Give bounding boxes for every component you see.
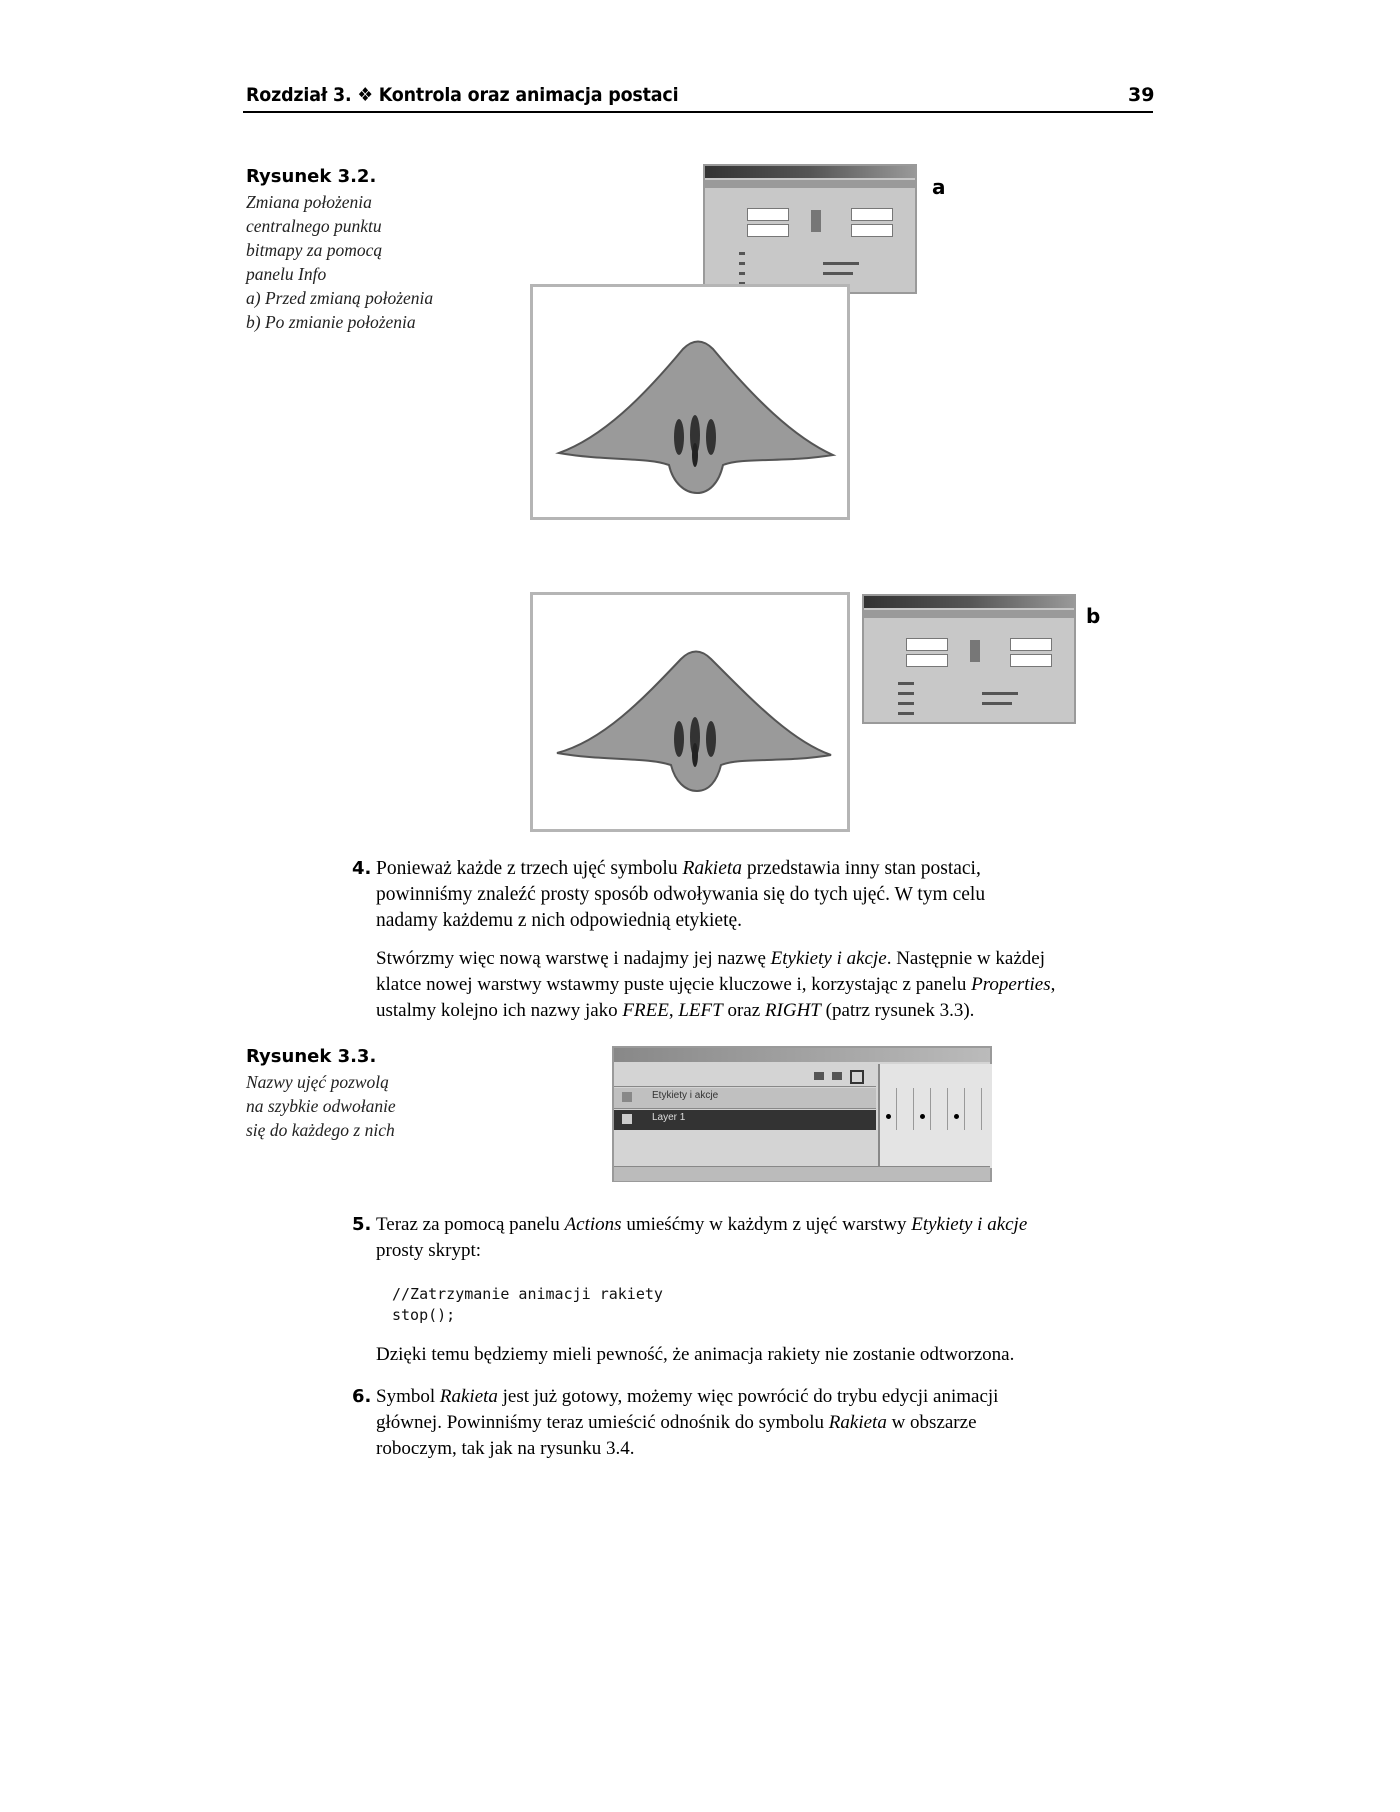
keyframe	[886, 1114, 891, 1119]
text: Teraz za pomocą panelu	[376, 1214, 565, 1235]
cursor-x-value	[982, 692, 1018, 695]
text: ,	[1050, 974, 1056, 995]
text: powinniśmy znaleźć prosty sposób odwoływania się do tych ujęć. W tym celu	[376, 884, 986, 905]
emphasis: Rakieta	[439, 1386, 498, 1407]
code-block	[392, 1284, 663, 1326]
panel-titlebar	[864, 596, 1074, 608]
emphasis: Rakieta	[682, 858, 743, 879]
panel-tab	[864, 610, 1074, 618]
registration-grid-icon	[970, 640, 980, 662]
panel-tab	[705, 180, 915, 188]
color-value	[898, 692, 914, 695]
stage-a	[530, 284, 850, 520]
caption-line: na szybkie odwołanie	[246, 1096, 396, 1116]
text: Symbol	[376, 1386, 440, 1407]
outline-icon	[850, 1070, 864, 1084]
stage-b	[530, 592, 850, 832]
step-5-number: 5.	[352, 1214, 372, 1235]
caption-line: centralnego punktu	[246, 216, 382, 236]
figure-3-3-label: Rysunek 3.3.	[246, 1046, 377, 1067]
text: oraz	[722, 1000, 765, 1021]
page-number: 39	[1128, 84, 1155, 106]
text: w obszarze	[886, 1412, 977, 1433]
info-panel-b	[862, 594, 1076, 724]
cursor-x-value	[823, 262, 859, 265]
step-5-after: Dzięki temu będziemy mieli pewność, że animacja rakiety nie zostanie odtworzona.	[376, 1344, 1015, 1365]
width-field	[906, 638, 948, 651]
height-field	[906, 654, 948, 667]
width-field	[747, 208, 789, 221]
text: prosty skrypt:	[376, 1240, 482, 1261]
text: Stwórzmy więc nową warstwę i nadajmy jej nazwę	[376, 948, 771, 969]
text: głównej. Powinniśmy teraz umieścić odnośnik do symbolu	[376, 1412, 829, 1433]
text: nadamy każdemu z nich odpowiednią etykietę.	[376, 910, 743, 931]
keyframe	[920, 1114, 925, 1119]
x-field	[1010, 638, 1052, 651]
rocket-graphic-a	[533, 287, 847, 517]
caption-line: b) Po zmianie położenia	[246, 312, 416, 332]
layer-icon	[622, 1092, 632, 1102]
emphasis: Actions	[564, 1214, 622, 1235]
layer-name: Layer 1	[652, 1112, 686, 1123]
panel-titlebar	[705, 166, 915, 178]
text: ,	[668, 1000, 679, 1021]
eye-icon	[814, 1072, 824, 1080]
y-field	[1010, 654, 1052, 667]
figure-letter-b: b	[1086, 604, 1101, 628]
caption-line: panelu Info	[246, 264, 327, 284]
layer-name: Etykiety i akcje	[652, 1090, 719, 1101]
emphasis: Rakieta	[828, 1412, 887, 1433]
timeline-footer	[614, 1166, 990, 1181]
emphasis: Etykiety i akcje	[911, 1214, 1028, 1235]
text: przedstawia inny stan postaci,	[742, 858, 981, 879]
figure-3-3-caption	[246, 1070, 476, 1142]
figure-3-2-label: Rysunek 3.2.	[246, 166, 377, 187]
height-field	[747, 224, 789, 237]
timeline-titlebar	[614, 1048, 990, 1062]
step-5-paragraph	[376, 1212, 1176, 1264]
timeline-panel	[612, 1046, 992, 1182]
info-panel-a	[703, 164, 917, 294]
text: roboczym, tak jak na rysunku 3.4.	[376, 1438, 635, 1459]
text: (patrz rysunek 3.3).	[820, 1000, 975, 1021]
y-field	[851, 224, 893, 237]
step-4-paragraph-2	[376, 946, 1176, 1024]
layer-icon	[622, 1114, 632, 1124]
color-value	[739, 262, 745, 265]
caption-line: Zmiana położenia	[246, 192, 372, 212]
emphasis: Properties	[971, 974, 1051, 995]
color-value	[898, 682, 914, 685]
emphasis: LEFT	[678, 1000, 723, 1021]
cursor-y-value	[982, 702, 1012, 705]
text: umieśćmy w każdym z ujęć warstwy	[621, 1214, 912, 1235]
color-value	[898, 702, 914, 705]
text: Ponieważ każde z trzech ujęć symbolu	[376, 858, 683, 879]
layer-row-etykiety	[614, 1088, 876, 1109]
header-rule	[243, 111, 1153, 113]
code-line: stop();	[392, 1306, 456, 1324]
emphasis: RIGHT	[764, 1000, 821, 1021]
frame-grid	[880, 1088, 992, 1130]
text: . Następnie w każdej	[886, 948, 1045, 969]
rocket-graphic-b	[533, 595, 847, 829]
registration-grid-icon	[811, 210, 821, 232]
caption-line: a) Przed zmianą położenia	[246, 288, 434, 308]
cursor-y-value	[823, 272, 853, 275]
timeline-header	[614, 1064, 876, 1087]
x-field	[851, 208, 893, 221]
text: klatce nowej warstwy wstawmy puste ujęcie kluczowe i, korzystając z panelu	[376, 974, 972, 995]
step-4-paragraph	[376, 856, 1166, 934]
step-4-number: 4.	[352, 858, 372, 879]
caption-line: się do każdego z nich	[246, 1120, 395, 1140]
figure-3-2-caption	[246, 190, 476, 334]
code-line: //Zatrzymanie animacji rakiety	[392, 1285, 663, 1303]
figure-letter-a: a	[932, 175, 946, 199]
layer-row-layer1	[614, 1110, 876, 1130]
step-6-number: 6.	[352, 1386, 372, 1407]
text: jest już gotowy, możemy więc powrócić do trybu edycji animacji	[497, 1386, 999, 1407]
text: ustalmy kolejno ich nazwy jako	[376, 1000, 623, 1021]
color-value	[739, 252, 745, 255]
lock-icon	[832, 1072, 842, 1080]
emphasis: Etykiety i akcje	[770, 948, 887, 969]
color-value	[739, 272, 745, 275]
color-value	[898, 712, 914, 715]
caption-line: bitmapy za pomocą	[246, 240, 383, 260]
keyframe	[954, 1114, 959, 1119]
running-header-title: Rozdział 3. ❖ Kontrola oraz animacja postaci	[246, 84, 679, 106]
step-6-paragraph	[376, 1384, 1176, 1462]
emphasis: FREE	[622, 1000, 669, 1021]
timeline-frames	[878, 1064, 992, 1168]
caption-line: Nazwy ujęć pozwolą	[246, 1072, 389, 1092]
